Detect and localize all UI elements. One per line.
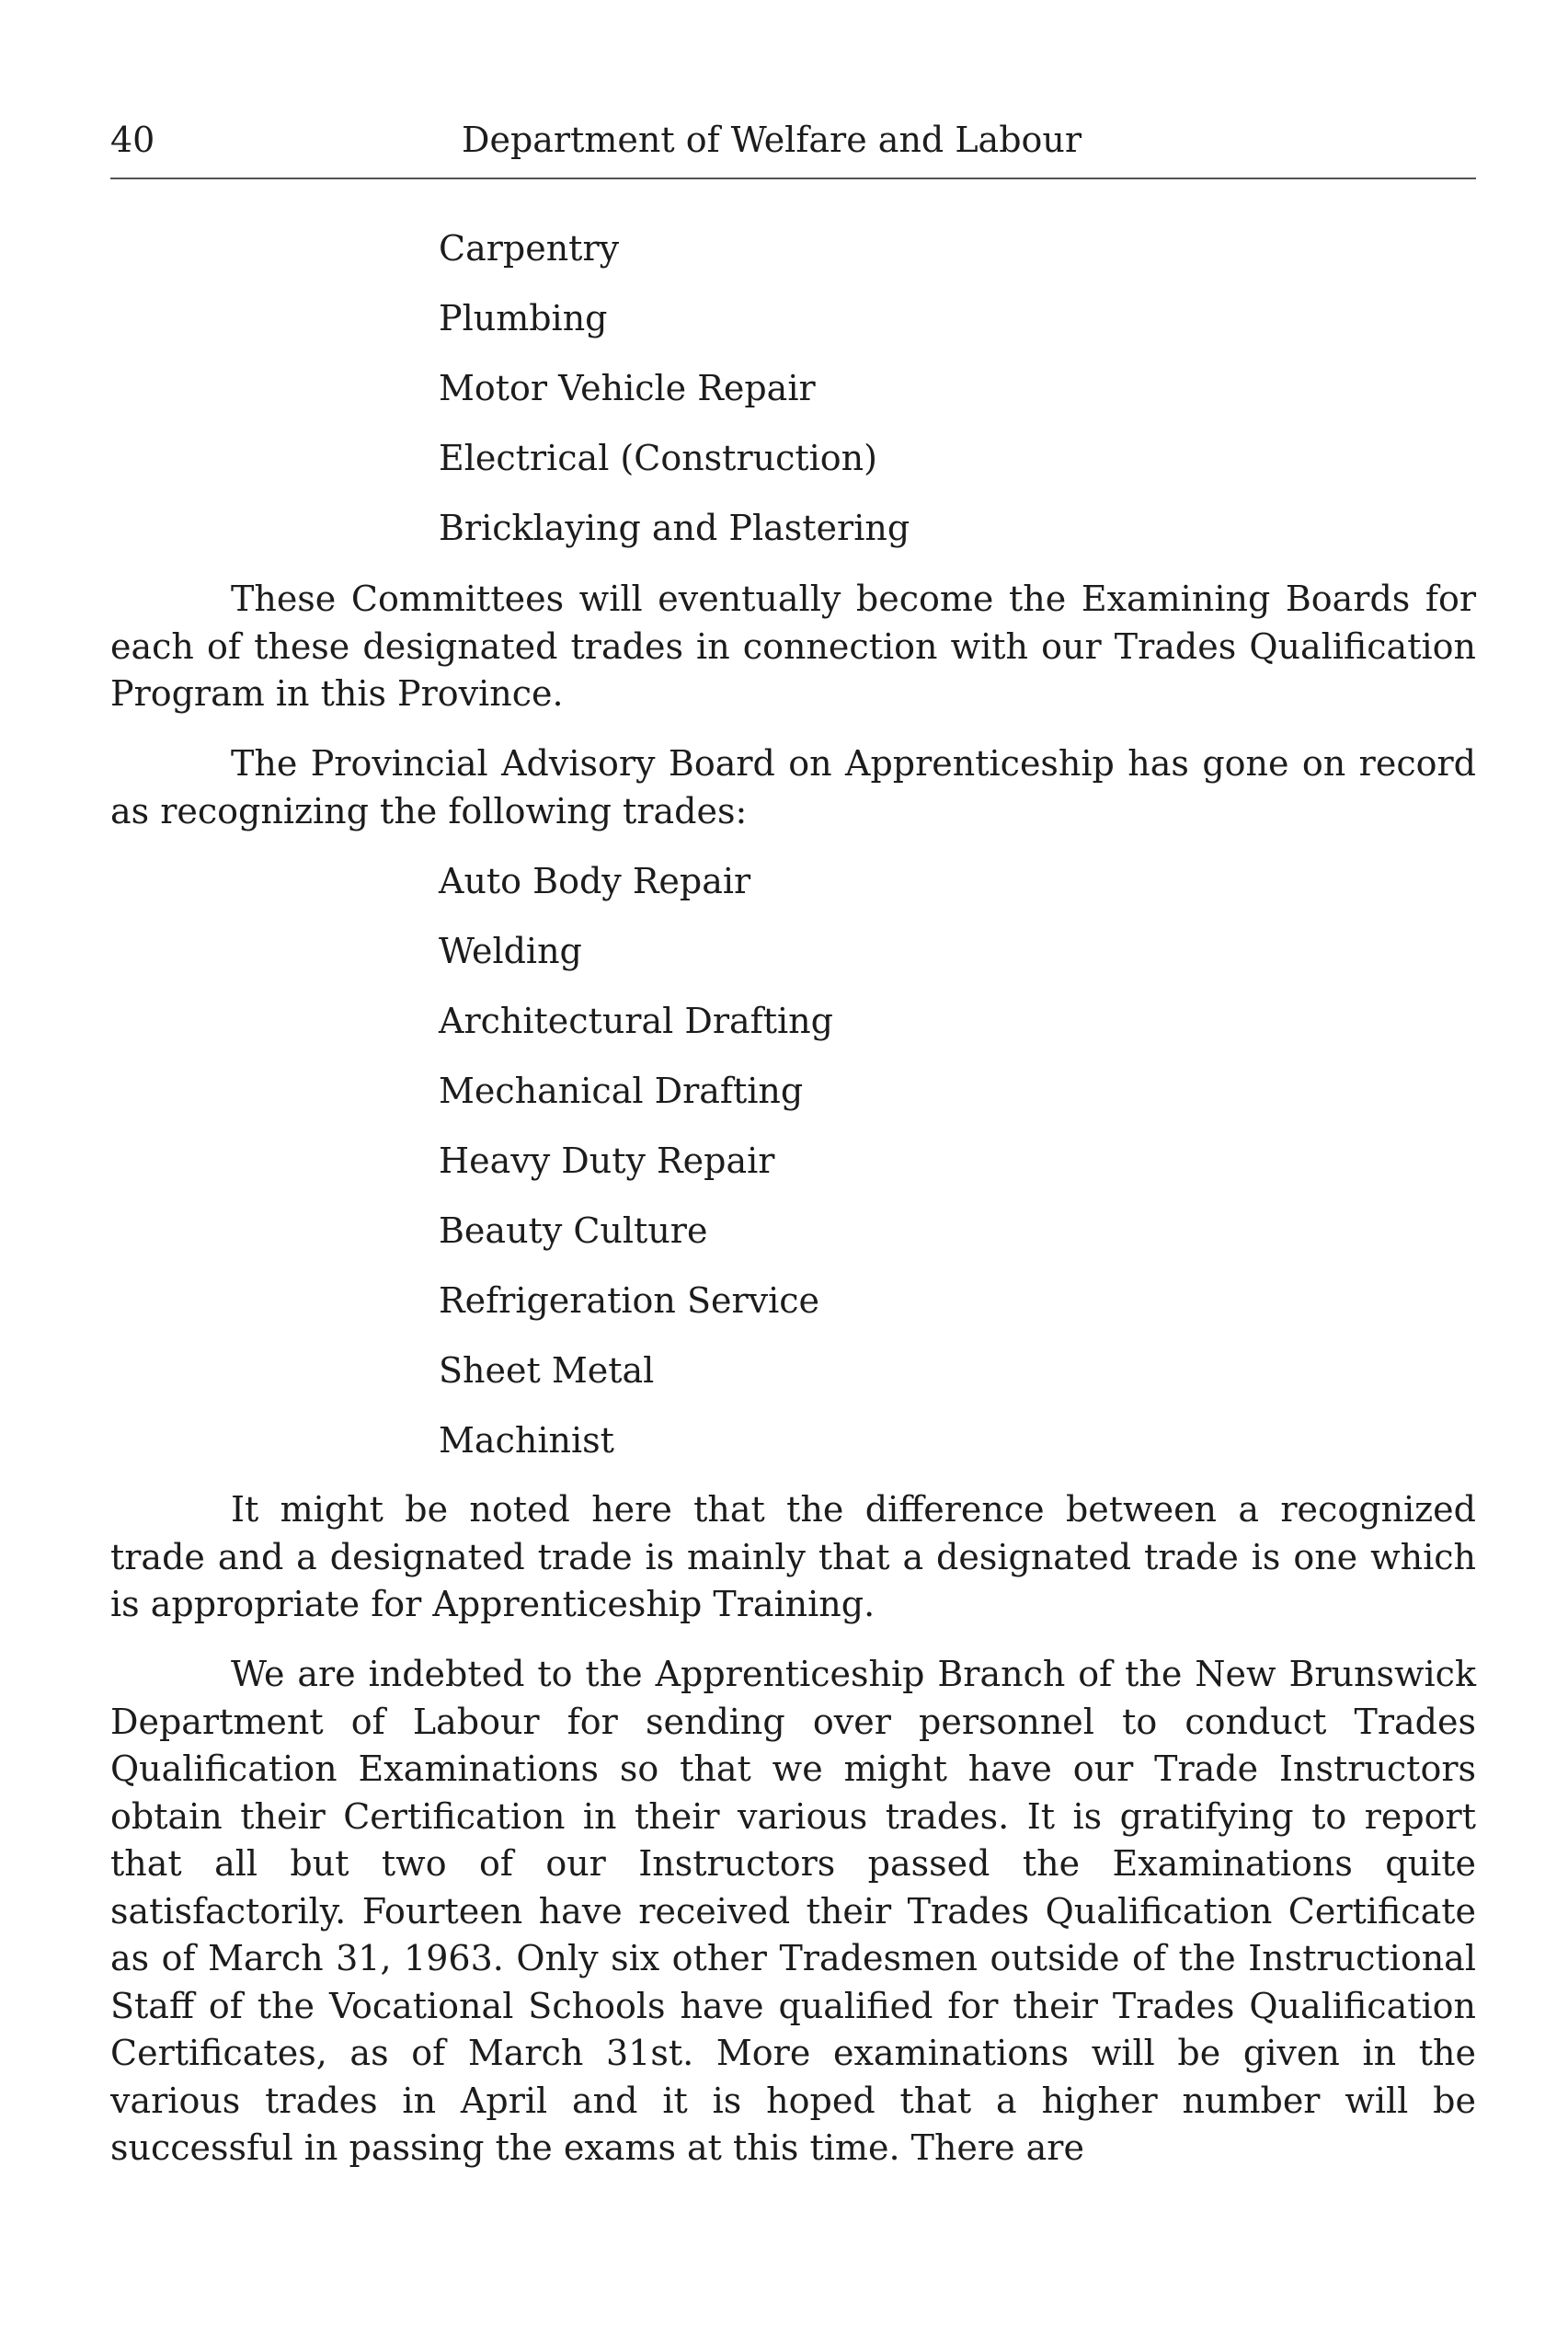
paragraph-advisory-board: The Provincial Advisory Board on Apprenticeship has gone on record as recognizing the following trades: (110, 743, 1476, 831)
paragraph-difference: It might be noted here that the difference between a recognized trade and a designated trade is mainly that a designated trade is one which is appropriate for Apprenticeship Training. (110, 1489, 1476, 1624)
page-header (110, 112, 1476, 167)
paragraph-indebted: We are indebted to the Apprenticeship Branch of the New Brunswick Department of Labour for sending over personnel to conduct Trades Qualification Examinations so that we might have our Trade Instructors obtain their Certification in their various trades. It is gratifying to report that all but two of our Instructors passed the Examinations quite satisfactorily. Fourteen have received their Trades Qualification Certificate as of March 31, 1963. Only six other Tradesmen outside of the Instructional Staff of the Vocational Schools have qualified for their Trades Qualification Certificates, as of March 31st. More examinations will be given in the various trades in April and it is hoped that a higher number will be successful in passing the exams at this time. There are (110, 1654, 1476, 2168)
list-item: Heavy Duty Repair (439, 1141, 775, 1181)
page-number: 40 (110, 120, 155, 160)
running-title: Department of Welfare and Labour (462, 120, 1082, 160)
list-item: Welding (439, 931, 582, 971)
list-item: Beauty Culture (439, 1210, 708, 1251)
header-rule (110, 178, 1476, 179)
list-item: Machinist (439, 1420, 614, 1461)
recognized-trades-list (439, 846, 833, 1475)
list-item: Motor Vehicle Repair (439, 368, 816, 408)
list-item: Sheet Metal (439, 1350, 655, 1391)
list-item: Carpentry (439, 228, 620, 269)
list-item: Mechanical Drafting (439, 1071, 804, 1111)
list-item: Plumbing (439, 298, 608, 338)
list-item: Architectural Drafting (439, 1001, 833, 1041)
list-item: Electrical (Construction) (439, 438, 877, 478)
paragraph-committees: These Committees will eventually become the Examining Boards for each of these designated trades in connection with our Trades Qualification Program in this Province. (110, 579, 1476, 714)
designated-trades-list (439, 213, 910, 563)
list-item: Auto Body Repair (439, 861, 751, 901)
list-item: Refrigeration Service (439, 1280, 820, 1321)
list-item: Bricklaying and Plastering (439, 508, 910, 548)
